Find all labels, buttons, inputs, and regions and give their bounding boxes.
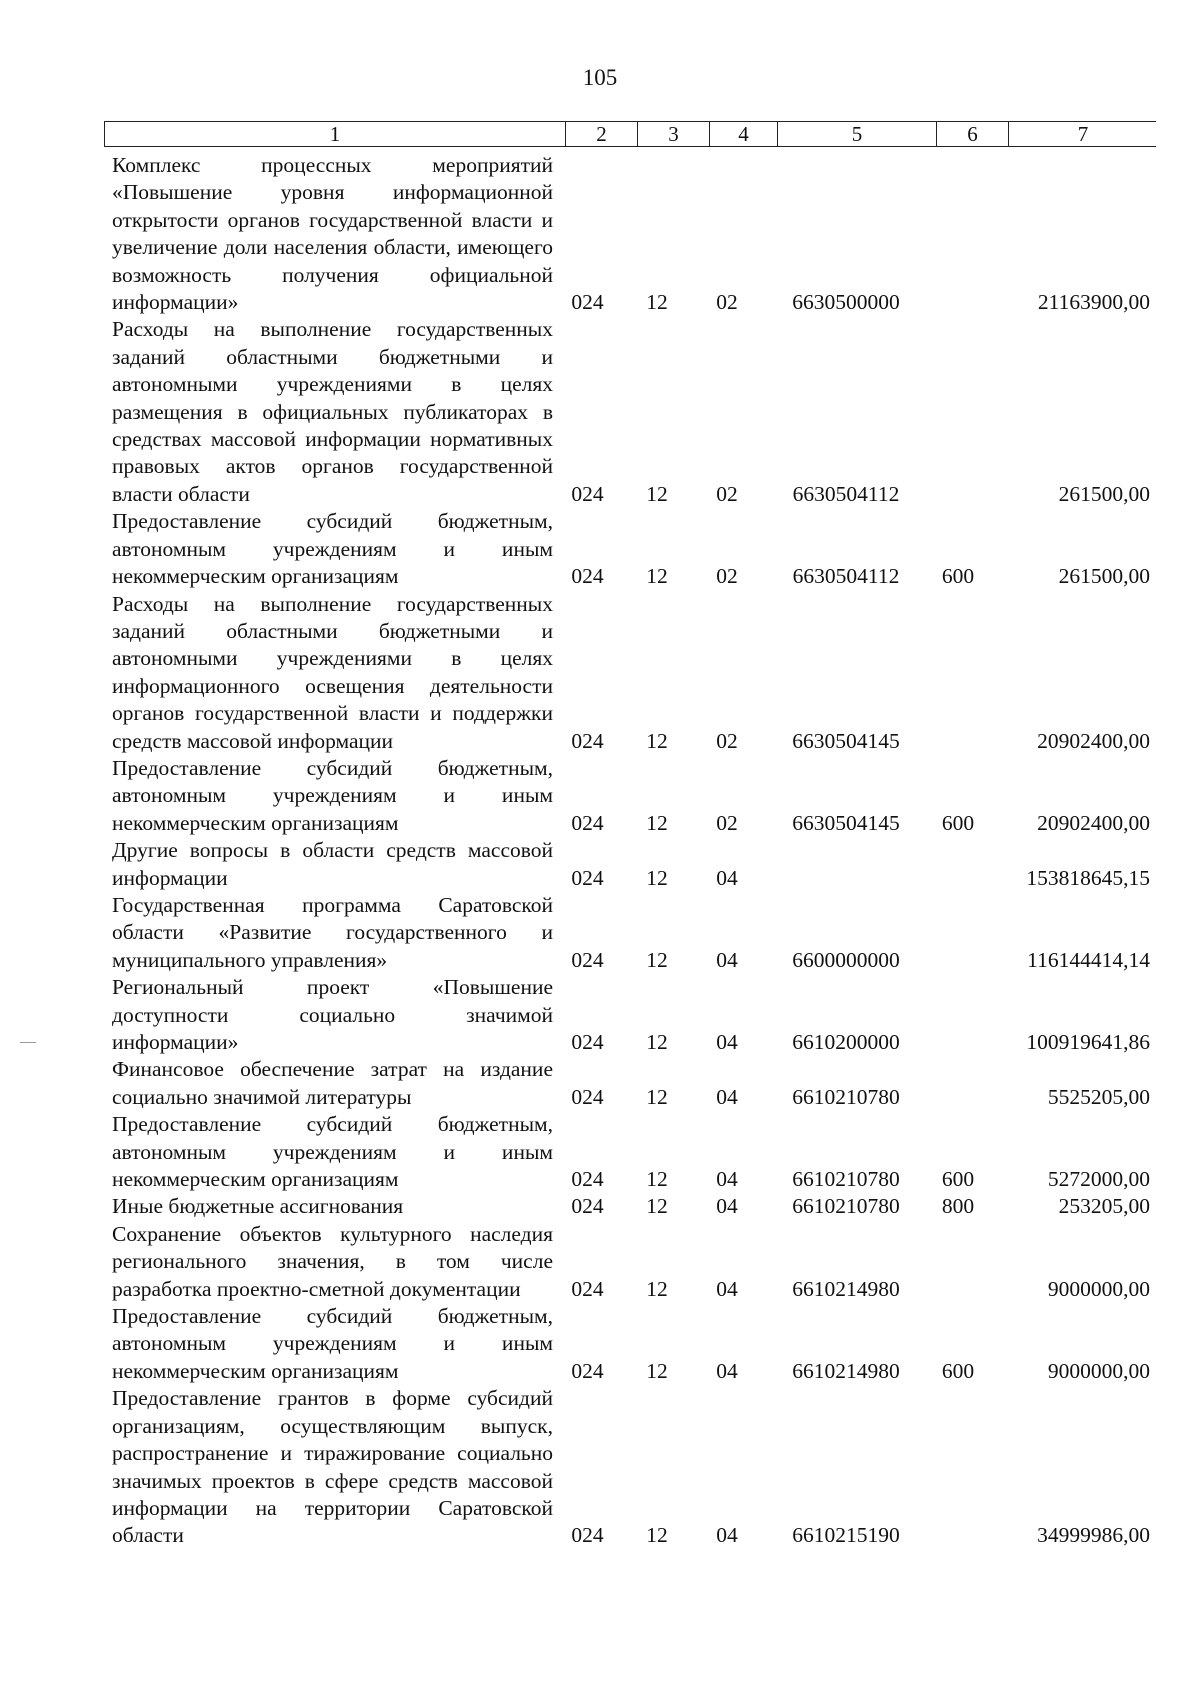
- table-row: [0, 1385, 1200, 1549]
- row-name: Финансовое обеспечение затрат на издание социально значимой литературы: [112, 1057, 553, 1109]
- row-section: 12: [646, 481, 668, 506]
- row-section: 12: [646, 1194, 668, 1219]
- row-admin-code: 024: [571, 290, 604, 315]
- header-col-4: 4: [710, 122, 778, 146]
- row-amount: 253205,00: [1058, 1194, 1150, 1219]
- row-subsection: 04: [716, 947, 738, 972]
- header-col-7: 7: [1077, 122, 1089, 146]
- row-subsection: 04: [716, 1523, 738, 1548]
- header-col-1: 1: [105, 122, 566, 146]
- row-target-article: 6610210780: [792, 1194, 900, 1219]
- header-col-3: 3: [638, 122, 710, 146]
- row-amount: 5272000,00: [1047, 1167, 1150, 1192]
- row-subsection: 04: [716, 1276, 738, 1301]
- row-subsection: 04: [716, 1084, 738, 1109]
- row-name: Государственная программа Саратовской области «Развитие государственного и муниципального управления»: [112, 892, 553, 972]
- table-row: [0, 892, 1200, 974]
- row-target-article: 6610214980: [792, 1276, 900, 1301]
- row-name: Предоставление субсидий бюджетным, автономным учреждениям и иным некоммерческим организациям: [112, 755, 553, 835]
- row-name: Расходы на выполнение государственных заданий областными бюджетными и автономными учреждениями в целях информационного освещения деятельности органов государственной власти и поддержки средств массовой информации: [112, 591, 553, 753]
- row-section: 12: [646, 1167, 668, 1192]
- row-expense-type: 600: [941, 810, 975, 835]
- table-row: [0, 974, 1200, 1056]
- row-name: Региональный проект «Повышение доступности социально значимой информации»: [112, 975, 553, 1054]
- header-col-2: 2: [566, 122, 638, 146]
- scan-margin-mark: [20, 1042, 36, 1043]
- row-section: 12: [646, 564, 668, 589]
- row-amount: 21163900,00: [1037, 290, 1150, 315]
- row-subsection: 02: [716, 481, 738, 506]
- row-amount: 20902400,00: [1037, 728, 1150, 753]
- row-amount: 153818645,15: [1026, 865, 1150, 890]
- page-number: 105: [582, 65, 618, 90]
- row-subsection: 02: [716, 810, 738, 835]
- row-admin-code: 024: [571, 1084, 604, 1109]
- row-amount: 9000000,00: [1047, 1276, 1150, 1301]
- row-admin-code: 024: [571, 1167, 604, 1192]
- row-section: 12: [646, 1084, 668, 1109]
- row-subsection: 02: [716, 290, 738, 315]
- table-row: [0, 837, 1200, 892]
- row-admin-code: 024: [571, 1276, 604, 1301]
- row-section: 12: [646, 865, 668, 890]
- row-target-article: 6630504112: [792, 564, 900, 589]
- row-target-article: 6610210780: [792, 1084, 900, 1109]
- row-amount: 261500,00: [1058, 481, 1150, 506]
- table-header: [104, 121, 1156, 147]
- row-admin-code: 024: [571, 564, 604, 589]
- table-body: [0, 152, 1200, 1550]
- row-amount: 9000000,00: [1047, 1358, 1150, 1383]
- row-subsection: 02: [716, 728, 738, 753]
- row-subsection: 04: [716, 1167, 738, 1192]
- row-subsection: 04: [716, 1194, 738, 1219]
- table-row: [0, 1193, 1200, 1220]
- row-amount: 34999986,00: [1037, 1523, 1150, 1548]
- row-section: 12: [646, 1358, 668, 1383]
- table-row: [0, 152, 1200, 316]
- row-name: Иные бюджетные ассигнования: [112, 1194, 404, 1219]
- row-amount: 5525205,00: [1047, 1084, 1150, 1109]
- row-section: 12: [646, 1030, 668, 1054]
- row-expense-type: 600: [941, 564, 975, 589]
- row-admin-code: 024: [571, 1194, 604, 1219]
- row-name: Предоставление субсидий бюджетным, автономным учреждениям и иным некоммерческим организациям: [112, 1112, 553, 1192]
- table-row: [0, 1111, 1200, 1193]
- row-expense-type: 600: [941, 1167, 975, 1192]
- table-row: [0, 1056, 1200, 1111]
- row-expense-type: 800: [941, 1194, 975, 1219]
- row-expense-type: 600: [941, 1358, 975, 1383]
- row-target-article: 6630504145: [792, 810, 900, 835]
- header-col-5: 5: [778, 122, 937, 146]
- row-name: Другие вопросы в области средств массовой информации: [112, 838, 553, 890]
- row-name: Предоставление субсидий бюджетным, автономным учреждениям и иным некоммерческим организациям: [112, 509, 553, 589]
- row-name: Предоставление субсидий бюджетным, автономным учреждениям и иным некоммерческим организациям: [112, 1304, 553, 1383]
- row-section: 12: [646, 1523, 668, 1548]
- row-target-article: 6610214980: [792, 1358, 900, 1383]
- row-name: Комплекс процессных мероприятий «Повышение уровня информационной открытости органов государственной власти и увеличение доли населения области, имеющего возможность получения официальной информации»: [112, 153, 553, 315]
- row-admin-code: 024: [571, 1358, 604, 1383]
- table-row: [0, 316, 1200, 508]
- table-row: [0, 1303, 1200, 1385]
- row-section: 12: [646, 810, 668, 835]
- row-target-article: 6610210780: [792, 1167, 900, 1192]
- row-amount: 261500,00: [1058, 564, 1150, 589]
- row-target-article: 6610200000: [792, 1030, 900, 1054]
- table-row: [0, 1221, 1200, 1303]
- row-target-article: 6610215190: [792, 1523, 900, 1548]
- row-amount: 116144414,14: [1027, 947, 1150, 972]
- row-name: Предоставление грантов в форме субсидий организациям, осуществляющим выпуск, распространение и тиражирование социально значимых проектов в сфере средств массовой информации на территории Саратовской области: [112, 1386, 553, 1548]
- row-subsection: 04: [716, 1358, 738, 1383]
- row-name: Сохранение объектов культурного наследия регионального значения, в том числе разработка проектно-сметной документации: [112, 1221, 553, 1301]
- row-subsection: 02: [716, 564, 738, 589]
- row-admin-code: 024: [571, 865, 604, 890]
- table-row: [0, 755, 1200, 837]
- row-name: Расходы на выполнение государственных заданий областными бюджетными и автономными учреждениями в целях размещения в официальных публикаторах в средствах массовой информации нормативных правовых актов органов государственной власти области: [112, 317, 553, 506]
- row-target-article: 6630500000: [792, 290, 900, 315]
- row-admin-code: 024: [571, 1030, 604, 1054]
- row-amount: 20902400,00: [1037, 810, 1150, 835]
- row-admin-code: 024: [571, 810, 604, 835]
- table-row: [0, 508, 1200, 590]
- row-section: 12: [646, 290, 668, 315]
- row-section: 12: [646, 947, 668, 972]
- row-target-article: 6630504145: [792, 728, 900, 753]
- row-admin-code: 024: [571, 481, 604, 506]
- table-row: [0, 591, 1200, 755]
- header-col-6: 6: [937, 122, 1009, 146]
- row-section: 12: [646, 1276, 668, 1301]
- row-subsection: 04: [716, 1030, 738, 1054]
- row-section: 12: [646, 728, 668, 753]
- row-target-article: 6630504112: [792, 481, 900, 506]
- row-target-article: 6600000000: [792, 947, 900, 972]
- row-admin-code: 024: [571, 947, 604, 972]
- row-subsection: 04: [716, 865, 738, 890]
- row-amount: 100919641,86: [1026, 1030, 1150, 1054]
- row-admin-code: 024: [571, 728, 604, 753]
- row-admin-code: 024: [571, 1523, 604, 1548]
